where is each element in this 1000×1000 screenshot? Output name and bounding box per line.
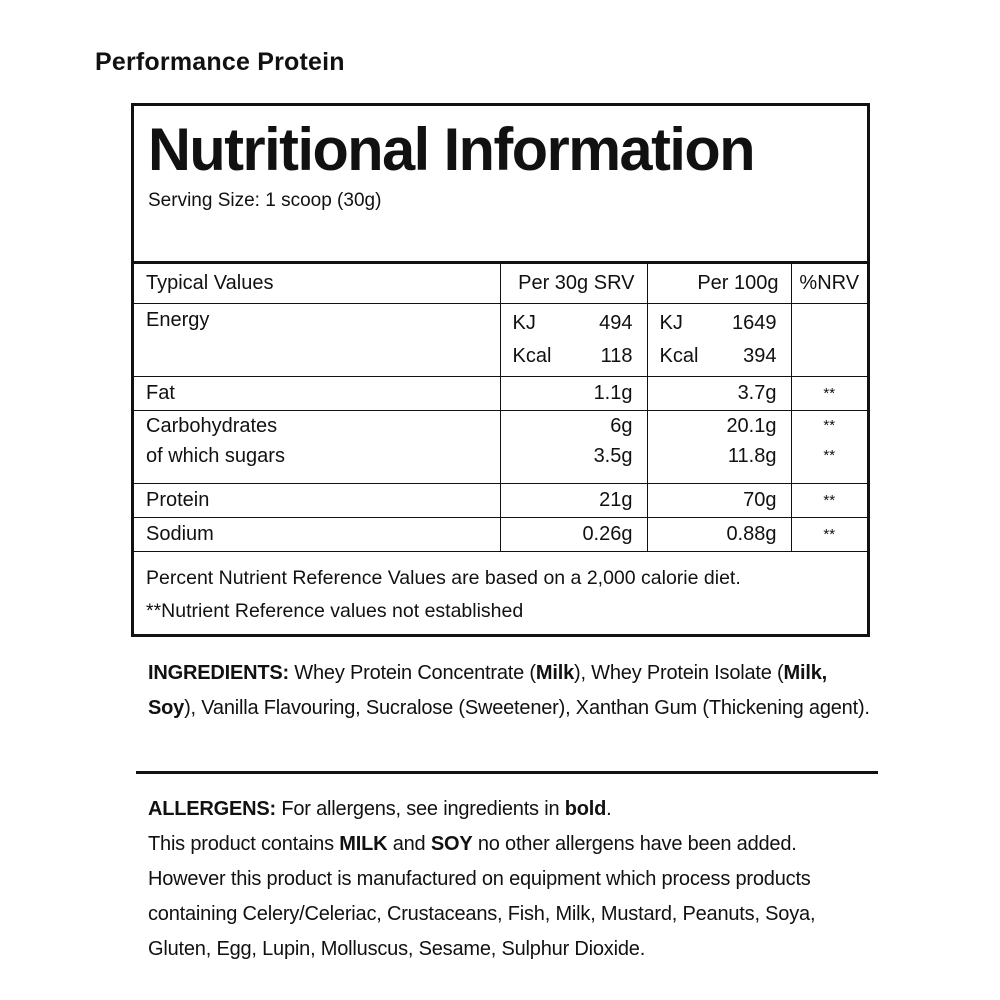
energy-per100-kcal-unit: Kcal (659, 345, 699, 367)
carbohydrates-label-cell (134, 411, 500, 484)
table-row-energy (134, 304, 867, 377)
carbohydrates-per100: 20.1g (726, 415, 777, 437)
allergens-milk: MILK (339, 833, 388, 855)
fat-serving: 1.1g (500, 377, 647, 411)
fat-per100: 3.7g (647, 377, 791, 411)
carbohydrates-nrv-cell (791, 411, 867, 484)
sodium-nrv: ** (791, 518, 867, 552)
energy-serving-kj-unit: KJ (512, 312, 536, 334)
nutrition-table (134, 264, 867, 552)
allergens-text (148, 792, 908, 967)
fat-nrv: ** (791, 377, 867, 411)
carbohydrates-serving: 6g (610, 415, 633, 437)
energy-serving-kcal: 118 (600, 345, 633, 367)
table-row-fat (134, 377, 867, 411)
ingredients-part-3: ), Vanilla Flavouring, Sucralose (Sweetener), Xanthan Gum (Thickening agent). (184, 697, 870, 719)
sugars-serving: 3.5g (593, 445, 633, 467)
allergens-bold-word: bold (564, 798, 607, 820)
footnotes (134, 552, 867, 628)
allergens-intro: For allergens, see ingredients in (276, 798, 565, 820)
protein-serving: 21g (500, 484, 647, 518)
ingredients-bold-soy: Soy (148, 697, 185, 719)
allergens-no-others: no other allergens have been added. (472, 833, 797, 855)
protein-per100: 70g (647, 484, 791, 518)
allergens-heading: ALLERGENS: (148, 798, 277, 820)
ingredients-bold-milk-2: Milk, (783, 662, 827, 684)
allergens-line-3: However this product is manufactured on equipment which process products (148, 868, 811, 890)
allergens-line-2 (148, 827, 908, 862)
energy-serving-kcal-unit: Kcal (512, 345, 552, 367)
energy-nrv (791, 304, 867, 377)
serving-size: Serving Size: 1 scoop (30g) (148, 190, 382, 211)
carbohydrates-serving-cell (500, 411, 647, 484)
section-divider (136, 771, 878, 774)
allergens-contains: This product contains (148, 833, 340, 855)
allergens-line-4: containing Celery/Celeriac, Crustaceans, Fish, Milk, Mustard, Peanuts, Soya, (148, 903, 816, 925)
energy-per100-kj-unit: KJ (659, 312, 683, 334)
protein-label: Protein (134, 484, 500, 518)
energy-per100-cell (647, 304, 791, 377)
energy-label-text: Energy (146, 309, 210, 331)
protein-nrv: ** (791, 484, 867, 518)
sodium-serving: 0.26g (500, 518, 647, 552)
allergens-intro-end: . (606, 798, 612, 820)
carbohydrates-nrv: ** (823, 417, 836, 434)
energy-serving-kj: 494 (599, 312, 633, 334)
header-nrv: %NRV (791, 264, 867, 304)
ingredients-part-2: ), Whey Protein Isolate ( (574, 662, 784, 684)
panel-title: Nutritional Information (148, 116, 755, 183)
header-per-100g: Per 100g (647, 264, 791, 304)
footnote-not-established: **Nutrient Reference values not established (146, 600, 524, 622)
allergens-line-1 (148, 792, 908, 827)
table-row-carbohydrates (134, 411, 867, 484)
energy-label (134, 304, 500, 377)
sugars-label: of which sugars (146, 445, 285, 467)
fat-label: Fat (134, 377, 500, 411)
energy-per100-kj: 1649 (732, 312, 777, 334)
nutrition-panel (131, 103, 870, 637)
energy-per100-kcal: 394 (743, 345, 777, 367)
sugars-per100: 11.8g (727, 445, 777, 467)
table-row-protein (134, 484, 867, 518)
carbohydrates-label: Carbohydrates (146, 415, 278, 437)
sugars-nrv: ** (823, 447, 836, 464)
product-name: Performance Protein (95, 48, 345, 76)
header-per-serving: Per 30g SRV (500, 264, 647, 304)
allergens-line-5: Gluten, Egg, Lupin, Molluscus, Sesame, Sulphur Dioxide. (148, 938, 646, 960)
carbohydrates-per100-cell (647, 411, 791, 484)
ingredients-text (148, 656, 908, 726)
panel-header (134, 106, 867, 264)
ingredients-bold-milk-1: Milk (535, 662, 574, 684)
ingredients-part-1: Whey Protein Concentrate ( (288, 662, 536, 684)
sodium-per100: 0.88g (647, 518, 791, 552)
sodium-label: Sodium (134, 518, 500, 552)
footnote-nrv-basis: Percent Nutrient Reference Values are based on a 2,000 calorie diet. (146, 567, 741, 589)
allergens-soy: SOY (430, 833, 473, 855)
table-header-row (134, 264, 867, 304)
ingredients-heading: INGREDIENTS: (148, 662, 289, 684)
header-typical-values: Typical Values (134, 264, 500, 304)
table-row-sodium (134, 518, 867, 552)
energy-serving-cell (500, 304, 647, 377)
allergens-and: and (387, 833, 431, 855)
